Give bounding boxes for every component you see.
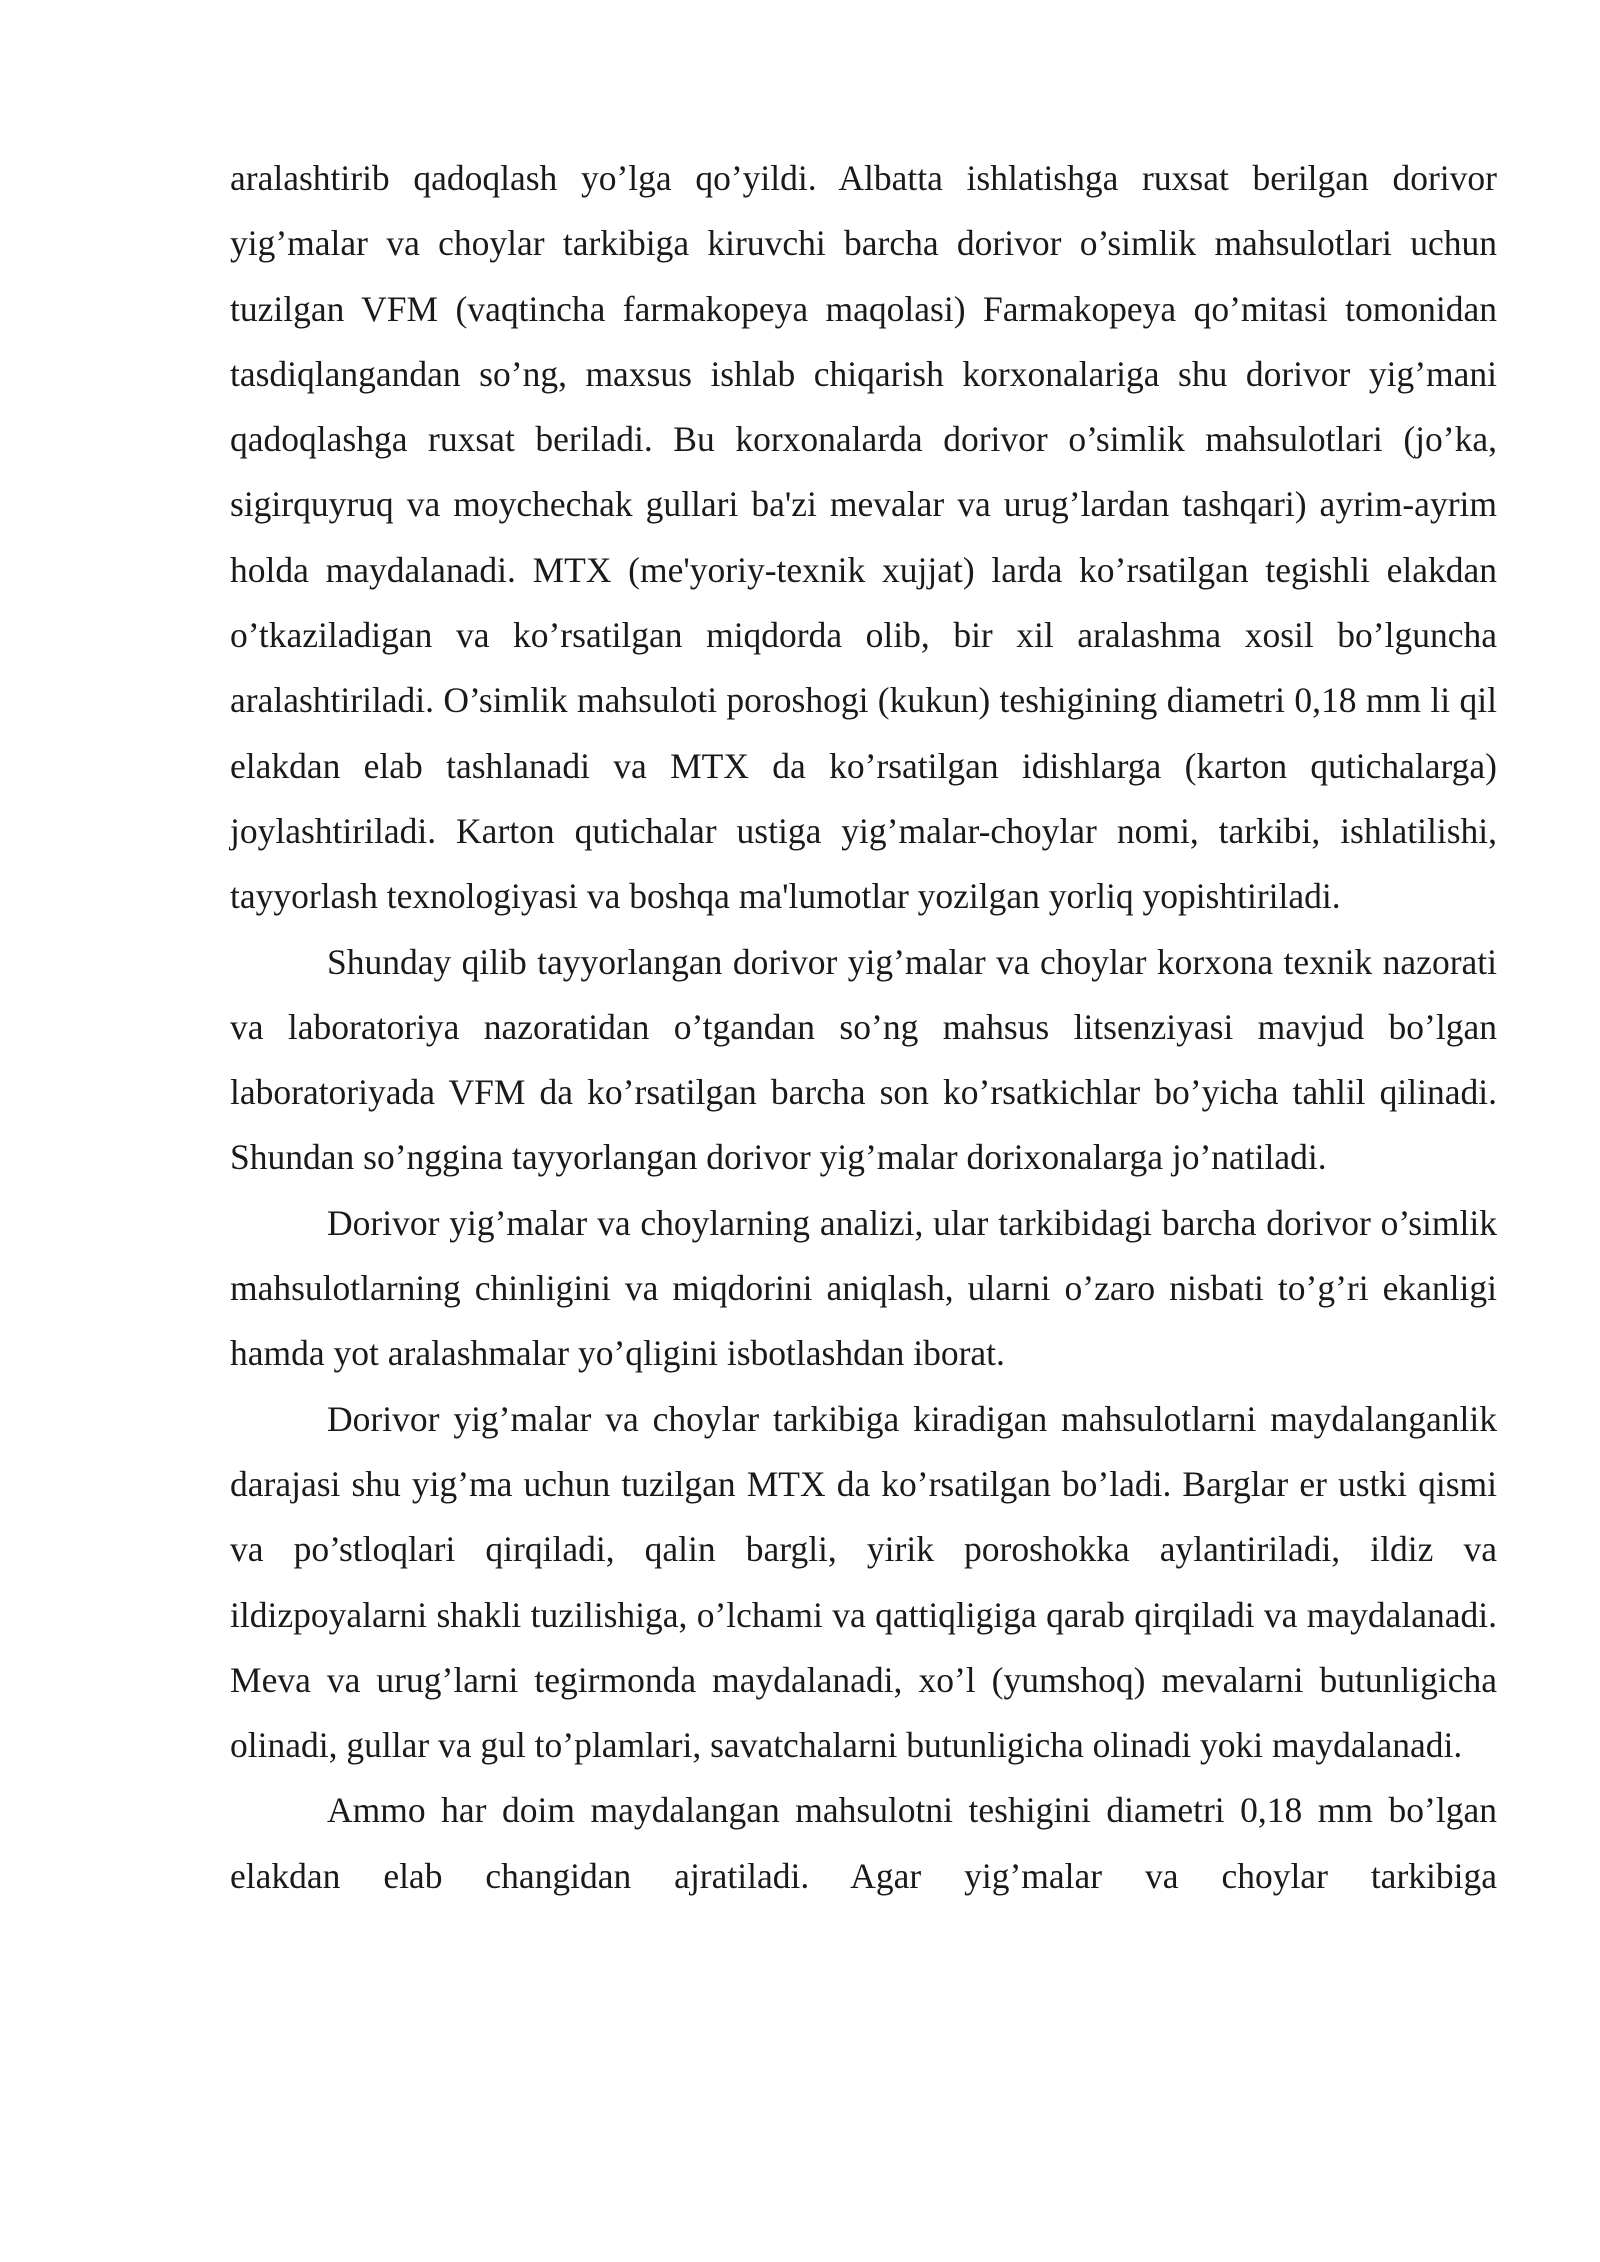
paragraph-2: Shunday qilib tayyorlangan dorivor yig’malar va choylar korxona texnik nazorati va laboratoriya nazoratidan o’tgandan so’ng mahsus litsenziyasi mavjud bo’lgan laboratoriyada VFM da ko’rsatilgan barcha son ko’rsatkichlar bo’yicha tahlil qilinadi. Shundan so’nggina tayyorlangan dorivor yig’malar dorixonalarga jo’natiladi. xyxy=(230,941,1497,1178)
paragraph-1: aralashtirib qadoqlash yo’lga qo’yildi. Albatta ishlatishga ruxsat berilgan dorivor yig’malar va choylar tarkibiga kiruvchi barcha dorivor o’simlik mahsulotlari uchun tuzilgan VFM (vaqtincha farmakopeya maqolasi) Farmakopeya qo’mitasi tomonidan tasdiqlangandan so’ng, maxsus ishlab chiqarish korxonalariga shu dorivor yig’mani qadoqlashga ruxsat beriladi. Bu korxonalarda dorivor o’simlik mahsulotlari (jo’ka, sigirquyruq va moychechak gullari ba'zi mevalar va urug’lardan tashqari) ayrim-ayrim holda maydalanadi. MTX (me'yoriy-texnik xujjat) larda ko’rsatilgan tegishli elakdan o’tkaziladigan va ko’rsatilgan miqdorda olib, bir xil aralashma xosil bo’lguncha aralashtiriladi. O’simlik mahsuloti poroshogi (kukun) teshigining diametri 0,18 mm li qil elakdan elab tashlanadi va MTX da ko’rsatilgan idishlarga (karton qutichalarga) joylashtiriladi. Karton qutichalar ustiga yig’malar-choylar nomi, tarkibi, ishlatilishi, tayyorlash texnologiyasi va boshqa ma'lumotlar yozilgan yorliq yopishtiriladi. xyxy=(230,158,1497,917)
paragraph-5: Ammo har doim maydalangan mahsulotni teshigini diametri 0,18 mm bo’lgan elakdan elab changidan ajratiladi. Agar yig’malar va choylar tarkibiga xyxy=(230,1790,1497,1896)
paragraph-4: Dorivor yig’malar va choylar tarkibiga kiradigan mahsulotlarni maydalanganlik darajasi shu yig’ma uchun tuzilgan MTX da ko’rsatilgan bo’ladi. Barglar er ustki qismi va po’stloqlari qirqiladi, qalin bargli, yirik poroshokka aylantiriladi, ildiz va ildizpoyalarni shakli tuzilishiga, o’lchami va qattiqligiga qarab qirqiladi va maydalanadi. Meva va urug’larni tegirmonda maydalanadi, xo’l (yumshoq) mevalarni butunligicha olinadi, gullar va gul to’plamlari, savatchalarni butunligicha olinadi yoki maydalanadi. xyxy=(230,1398,1497,1766)
paragraph-3: Dorivor yig’malar va choylarning analizi, ular tarkibidagi barcha dorivor o’simlik mahsulotlarning chinligini va miqdorini aniqlash, ularni o’zaro nisbati to’g’ri ekanligi hamda yot aralashmalar yo’qligini isbotlashdan iborat. xyxy=(230,1202,1497,1374)
body-text xyxy=(230,146,1497,1909)
